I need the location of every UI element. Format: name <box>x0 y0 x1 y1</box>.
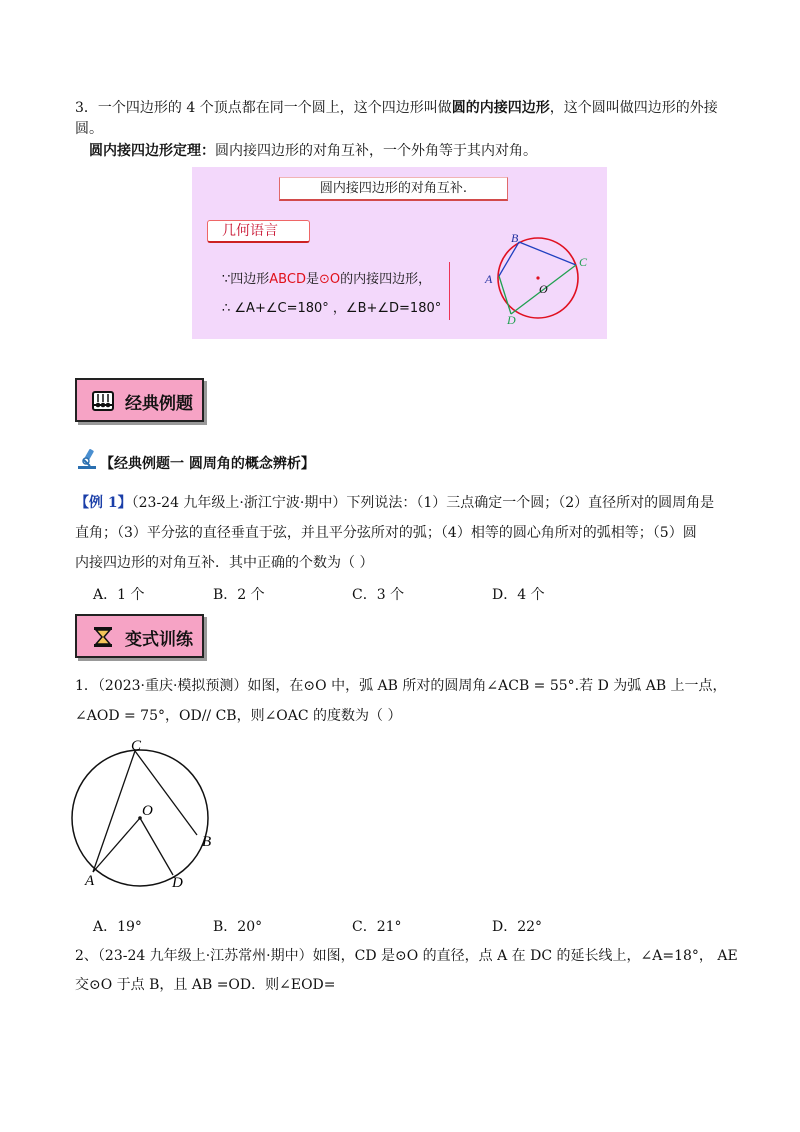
given-is: 是 <box>305 272 319 287</box>
radius-od <box>140 818 173 875</box>
label-o: O <box>539 282 548 296</box>
q2-line-2: 交⊙O 于点 B，且 AB =OD．则∠EOD= <box>75 977 336 993</box>
intro-bold-term: 圆的内接四边形 <box>451 100 550 116</box>
example1-line-1 <box>75 493 714 513</box>
q2-line-1: 2、（23-24 九年级上·江苏常州·期中）如图，CD 是⊙O 的直径，点 A 在 DC 的延长线上，∠A=18°， AE <box>75 948 738 964</box>
microscope-icon <box>76 447 100 471</box>
q1-choice-d: D．22° <box>492 919 543 935</box>
label-d: D <box>172 875 183 891</box>
example1-line-2: 直角；（3）平分弦的直径垂直于弦，并且平分弦所对的弧；（4）相等的圆心角所对的弧相等；（5）圆 <box>75 525 697 541</box>
side-bc <box>519 242 576 265</box>
label-c: C <box>579 255 588 269</box>
example-tag: 【例 1】 <box>75 495 132 511</box>
label-c: C <box>131 738 142 754</box>
given-suffix: 的内接四边形， <box>340 272 432 287</box>
label-a: A <box>85 873 95 889</box>
section-banner-classic-examples <box>75 378 204 422</box>
given-statement <box>222 268 431 287</box>
section-banner-variant-training <box>75 614 204 658</box>
side-ad <box>499 276 511 314</box>
q1-line-1: 1．（2023·重庆·模拟预测）如图，在⊙O 中，弧 AB 所对的圆周角∠ACB = 55°.若 D 为弧 AB 上一点， <box>75 678 727 694</box>
q1-circle-diagram <box>65 735 225 895</box>
given-quad-name: ABCD <box>269 272 306 287</box>
geometry-language-tag: 几何语言 <box>207 220 310 243</box>
center-dot <box>536 276 539 279</box>
chord-cb <box>135 751 197 835</box>
example-subheading: 【经典例题一 圆周角的概念辨析】 <box>100 456 315 472</box>
theorem-line <box>89 141 537 161</box>
q1-choice-c: C．21° <box>352 919 402 935</box>
theorem-label: 圆内接四边形定理： <box>89 143 215 159</box>
conclusion-statement: ∴ ∠A+∠C=180° ，∠B+∠D=180° <box>222 301 442 316</box>
q1-line-2: ∠AOD = 75°，OD// CB，则∠OAC 的度数为（ ） <box>75 708 402 724</box>
intro-text: ，这个圆叫做四边形的外接 <box>549 100 718 116</box>
example1-choice-b: B．2 个 <box>213 587 265 603</box>
intro-line-1 <box>75 98 718 118</box>
section-title: 经典例题 <box>125 394 193 414</box>
radius-oa <box>93 818 140 872</box>
hourglass-icon <box>91 626 115 648</box>
intro-text: 3．一个四边形的 4 个顶点都在同一个圆上，这个四边形叫做 <box>75 100 452 116</box>
intro-line-2: 圆。 <box>75 121 103 137</box>
example1-choice-a: A．1 个 <box>93 587 145 603</box>
abacus-icon <box>91 390 115 412</box>
label-d: D <box>507 313 516 325</box>
label-o: O <box>142 803 153 819</box>
label-b: B <box>511 231 519 245</box>
theorem-text: 圆内接四边形的对角互补，一个外角等于其内对角。 <box>215 143 537 159</box>
example1-text: （23-24 九年级上·浙江宁波·期中）下列说法：（1）三点确定一个圆；（2）直径所对的圆周角是 <box>131 495 715 511</box>
section-title: 变式训练 <box>125 630 193 650</box>
example1-choice-c: C．3 个 <box>352 587 405 603</box>
example1-choice-d: D．4 个 <box>492 587 545 603</box>
figure-title: 圆内接四边形的对角互补. <box>279 177 508 201</box>
chord-ca <box>93 751 135 872</box>
q1-choice-a: A．19° <box>93 919 142 935</box>
figure-divider <box>449 262 450 320</box>
example1-line-3: 内接四边形的对角互补．其中正确的个数为（ ） <box>75 555 374 571</box>
label-a: A <box>485 272 493 286</box>
given-circle: ⊙O <box>318 272 341 287</box>
inscribed-quadrilateral-diagram <box>478 225 598 325</box>
given-prefix: ∵四边形 <box>222 272 270 287</box>
q1-choice-b: B．20° <box>213 919 263 935</box>
label-b: B <box>202 834 212 850</box>
